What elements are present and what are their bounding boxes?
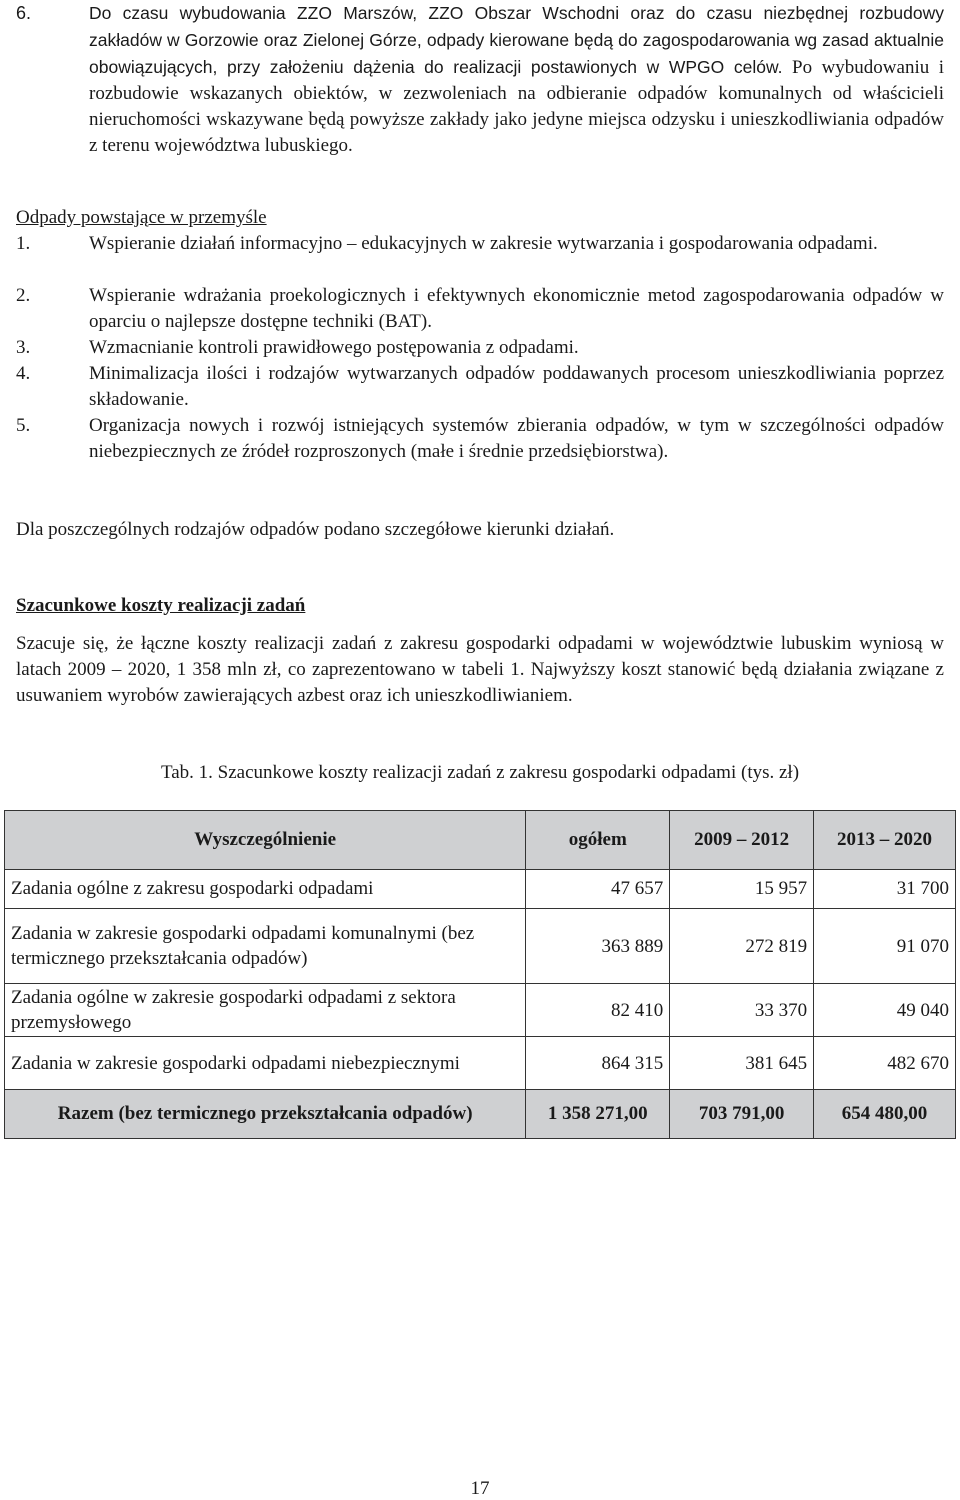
row-label: Zadania w zakresie gospodarki odpadami niebezpiecznymi xyxy=(5,1037,526,1090)
list-item-text-part-2: Po wybudowaniu i rozbudowie wskazanych obiektów, w zezwoleniach na odbieranie odpadów komunalnych od właścicieli nieruchomości wskazywane będą powyższe zakłady jako jedyne miejsca odzysku i unieszkodliwiania odpadów z terenu województwa lubuskiego. xyxy=(89,57,945,156)
cell-period-2: 49 040 xyxy=(814,984,956,1037)
column-header: 2009 – 2012 xyxy=(670,811,814,870)
list-item xyxy=(16,283,944,335)
list-item xyxy=(16,231,944,257)
page-number: 17 xyxy=(470,1478,490,1499)
column-header: ogółem xyxy=(526,811,670,870)
list-item-text-part-1: Do czasu wybudowania ZZO Marszów, ZZO Obszar Wschodni oraz do czasu niezbędnej rozbudowy zakładów w Gorzowie oraz Zielonej Górze, odpady kierowane będą do zagospodarowania wg zasad aktualnie obowiązujących, przy założeniu dążenia do realizacji postawionych w WPGO celów. xyxy=(89,3,944,77)
list-item-number: 6. xyxy=(16,3,32,23)
table-row xyxy=(5,870,956,909)
cell-period-1: 272 819 xyxy=(670,909,814,984)
list-item-number: 3. xyxy=(16,337,31,358)
list-item-text: Wspieranie działań informacyjno – edukacyjnych w zakresie wytwarzania i gospodarowania odpadami. xyxy=(89,233,878,254)
note-paragraph: Dla poszczególnych rodzajów odpadów podano szczegółowe kierunki działań. xyxy=(16,519,615,540)
list-item xyxy=(16,413,944,465)
cell-period-1: 15 957 xyxy=(670,870,814,909)
list-item-text: Wspieranie wdrażania proekologicznych i efektywnych ekonomicznie metod zagospodarowania odpadów w oparciu o najlepsze dostępne techniki (BAT). xyxy=(89,285,944,332)
table-total-row xyxy=(5,1090,956,1139)
total-cell-total: 1 358 271,00 xyxy=(526,1090,670,1139)
table-row xyxy=(5,984,956,1037)
section-heading-costs: Szacunkowe koszty realizacji zadań xyxy=(16,595,306,616)
list-item xyxy=(16,335,944,361)
list-item-text: Organizacja nowych i rozwój istniejących systemów zbierania odpadów, w tym w szczególności odpadów niebezpiecznych ze źródeł rozproszonych (małe i średnie przedsiębiorstwa). xyxy=(89,415,944,462)
row-label: Zadania ogólne z zakresu gospodarki odpadami xyxy=(5,870,526,909)
row-label: Zadania w zakresie gospodarki odpadami komunalnymi (bez termicznego przekształcania odpadów) xyxy=(5,909,526,984)
table-row xyxy=(5,909,956,984)
total-cell-period-1: 703 791,00 xyxy=(670,1090,814,1139)
list-item-number: 1. xyxy=(16,233,31,254)
cell-period-1: 381 645 xyxy=(670,1037,814,1090)
list-item-number: 4. xyxy=(16,363,31,384)
table-header-row xyxy=(5,811,956,870)
cell-total: 363 889 xyxy=(526,909,670,984)
costs-paragraph: Szacuje się, że łączne koszty realizacji zadań z zakresu gospodarki odpadami w województwie lubuskim wyniosą w latach 2009 – 2020, 1 358 mln zł, co zaprezentowano w tabeli 1. Najwyższy koszt stanowić będą działania związane z usuwaniem wyrobów zawierających azbest oraz ich unieszkodliwianiem. xyxy=(16,633,944,706)
cell-period-1: 33 370 xyxy=(670,984,814,1037)
list-item-text: Minimalizacja ilości i rodzajów wytwarzanych odpadów poddawanych procesom unieszkodliwiania poprzez składowanie. xyxy=(89,363,944,410)
table-caption: Tab. 1. Szacunkowe koszty realizacji zadań z zakresu gospodarki odpadami (tys. zł) xyxy=(160,762,800,783)
cell-period-2: 91 070 xyxy=(814,909,956,984)
list-item-text: Wzmacnianie kontroli prawidłowego postępowania z odpadami. xyxy=(89,337,579,358)
cell-period-2: 31 700 xyxy=(814,870,956,909)
column-header: 2013 – 2020 xyxy=(814,811,956,870)
section-heading-industry: Odpady powstające w przemyśle xyxy=(16,207,267,228)
cell-total: 864 315 xyxy=(526,1037,670,1090)
row-label: Zadania ogólne w zakresie gospodarki odpadami z sektora przemysłowego xyxy=(5,984,526,1037)
list-item xyxy=(16,361,944,413)
costs-table xyxy=(4,810,956,1139)
cell-period-2: 482 670 xyxy=(814,1037,956,1090)
cell-total: 82 410 xyxy=(526,984,670,1037)
list-item-text xyxy=(89,0,944,159)
list-item-number: 2. xyxy=(16,285,31,306)
column-header: Wyszczególnienie xyxy=(5,811,526,870)
total-cell-period-2: 654 480,00 xyxy=(814,1090,956,1139)
list-item-number: 5. xyxy=(16,415,31,436)
total-label: Razem (bez termicznego przekształcania odpadów) xyxy=(5,1090,526,1139)
cell-total: 47 657 xyxy=(526,870,670,909)
list-item-6 xyxy=(16,0,944,159)
table-row xyxy=(5,1037,956,1090)
